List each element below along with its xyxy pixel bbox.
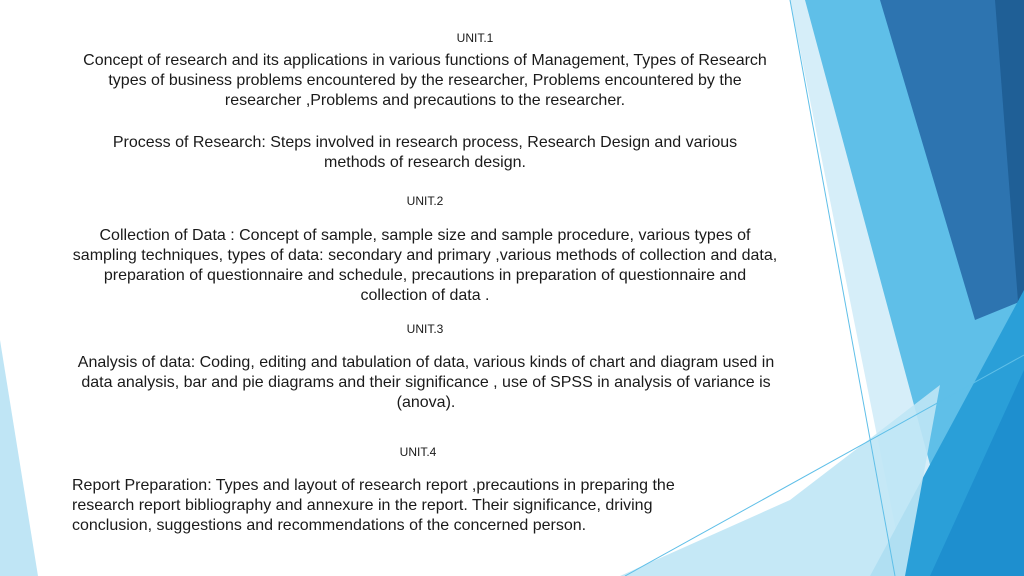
unit-4-heading: UNIT.4 — [399, 445, 437, 459]
unit-1-paragraph-1: Concept of research and its applications in various functions of Management, Types of Research types of business problems encountered by the researcher, Problems encountered by the researcher ,Problems and precautions to the researcher. — [83, 52, 767, 109]
unit-3-paragraph: Analysis of data: Coding, editing and tabulation of data, various kinds of chart and diagram used in data analysis, bar and pie diagrams and their significance , use of SPSS in analysis of variance is (anova). — [77, 354, 775, 411]
unit-2-paragraph: Collection of Data : Concept of sample, sample size and sample procedure, various types of sampling techniques, types of data: secondary and primary ,various methods of collection and data, preparation of questionnaire and schedule, precautions in preparation of questionnaire and collection of data . — [72, 227, 778, 304]
left-light-wedge — [0, 340, 38, 576]
unit-2-heading: UNIT.2 — [406, 194, 444, 208]
unit-3-heading: UNIT.3 — [406, 322, 444, 336]
unit-4-paragraph: Report Preparation: Types and layout of research report ,precautions in preparing the research report bibliography and annexure in the report. Their significance, driving conclusion, suggestions and recommendations of the concerned person. — [72, 477, 675, 534]
unit-1-paragraph-2: Process of Research: Steps involved in research process, Research Design and various methods of research design. — [112, 134, 738, 171]
unit-1-heading: UNIT.1 — [456, 31, 494, 45]
